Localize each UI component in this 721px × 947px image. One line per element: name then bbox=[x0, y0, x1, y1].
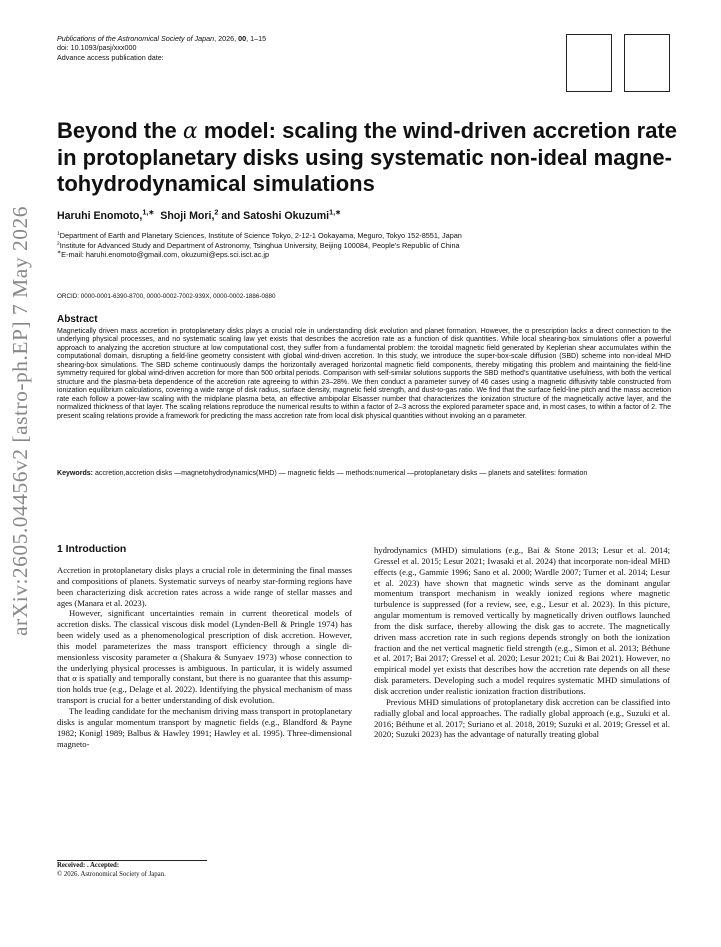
author-3-name: and Satoshi Okuzumi bbox=[221, 210, 330, 222]
paragraph: Previous MHD simulations of protoplanetary disk accretion can be classified into radially global and local approaches. The radially global approach (e.g., Suzuki et al. 2016; Béthune et al. 2017; Suriano et al. 2018, 2019; Suzuki et al. 2019; Gressel et al. 2020; Suzuki 2023) has the advantage of naturally treating global bbox=[374, 696, 670, 740]
arxiv-stamp: arXiv:2605.04456v2 [astro-ph.EP] 7 May 2026 bbox=[8, 206, 32, 636]
journal-volume: 00 bbox=[238, 34, 247, 43]
paragraph: However, significant uncertainties remain in current theoretical models of accretion disks. The classical viscous disk model (Lynden-Bell & Pringle 1974) has been widely used as a phenomenological prescription of disk accretion. However, this model parameterizes the mass transport efficiency through a single dimensionless viscosity parameter α (Shakura & Sunyaev 1973) whose connection to the underlying physical processes is ambiguous. In particular, it is widely assumed that α is spatially and temporally constant, but there is no guarantee that this assumption holds true (e.g., Delage et al. 2022). Identifying the physical mechanism of mass transport is crucial for a better understanding of disk evolution. bbox=[57, 608, 352, 706]
author-3-sup: 1,∗ bbox=[329, 207, 342, 217]
affiliation-1 bbox=[57, 231, 687, 241]
orcid-line: ORCID: 0000-0001-6390-8700, 0000-0002-7002-939X, 0000-0002-1886-0880 bbox=[57, 293, 276, 300]
advance-access: Advance access publication date: bbox=[57, 52, 164, 62]
author-1-name: Haruhi Enomoto, bbox=[57, 210, 143, 222]
paragraph: hydrodynamics (MHD) simulations (e.g., Bai & Stone 2013; Lesur et al. 2014; Gressel et al. 2015; Lesur 2021; Iwasaki et al. 2024) that incorporate non-ideal MHD effects (e.g., Gammie 1996; Sano et al. 2000; Wardle 2007; Turner et al. 2014; Lesur et al. 2023) have shown that magnetic winds serve as the dominant angular momentum transport mechanism in weakly ionized regions where magnetic turbulence is suppressed (for a review, see, e.g., Lesur et al. 2023). In this picture, angular momentum is removed vertically by magnetically driven outflows launched from the disk surface, thereby allowing the disk gas to accrete. The magnetically driven mass accretion rate in such regions depends strongly on both the ionization fraction and the net vertical magnetic field strength (e.g., Simon et al. 2013; Béthune et al. 2017; Bai 2017; Gressel et al. 2020; Lesur 2021; Cui & Bai 2021). However, no empirical model yet exists that describes how the accretion rate depends on all these disk parameters. Developing such a model requires systematic MHD simulations of disk accretion under realistic ionization fraction distributions. bbox=[374, 545, 670, 696]
paragraph: The leading candidate for the mechanism driving mass transport in protoplanetary disks is angular momentum transport by magnetic fields (e.g., Blandford & Payne 1982; Konigl 1989; Balbus & Hawley 1991; Hawley et al. 1995). Three-dimensional magneto- bbox=[57, 705, 352, 749]
author-2 bbox=[160, 207, 219, 222]
keywords-label: Keywords: bbox=[57, 470, 94, 477]
abstract-heading: Abstract bbox=[57, 314, 98, 325]
affiliation-2 bbox=[57, 241, 687, 251]
title-part-1: Beyond the bbox=[57, 118, 183, 143]
affiliation-2-num: 2 bbox=[57, 241, 60, 247]
email-line bbox=[57, 250, 687, 260]
author-list bbox=[57, 207, 677, 222]
journal-header bbox=[57, 34, 457, 62]
author-1 bbox=[57, 207, 155, 222]
paragraph: Accretion in protoplanetary disks plays a crucial role in determining the final masses and compositions of planets. Systematic surveys of nearby star-forming regions have been characterizing disk accretion rates across a wide range of stellar masses and ages (Manara et al. 2023). bbox=[57, 565, 352, 608]
email-marker: ∗ bbox=[57, 250, 62, 256]
author-1-sup: 1,∗ bbox=[142, 207, 155, 217]
section-heading: 1 Introduction bbox=[57, 544, 127, 555]
alpha-symbol: α bbox=[182, 119, 198, 144]
author-3 bbox=[221, 207, 342, 222]
affiliations bbox=[57, 231, 687, 260]
journal-year: , 2026, bbox=[214, 34, 239, 43]
journal-pages: , 1–15 bbox=[246, 34, 267, 43]
footer-rule bbox=[57, 860, 207, 861]
keywords-text: accretion,accretion disks —magnetohydrodynamics(MHD) — magnetic fields — methods:numerical —protoplanetary disks — planets and satellites: formation bbox=[95, 470, 588, 477]
paper-title bbox=[57, 118, 677, 197]
keywords bbox=[57, 470, 671, 479]
copyright-line: © 2026. Astronomical Society of Japan. bbox=[57, 870, 166, 878]
received-line: Received: . Accepted: bbox=[57, 862, 120, 869]
affiliation-1-text: Department of Earth and Planetary Sciences, Institute of Science Tokyo, 2-12-1 Ookayama, Meguro, Tokyo 152-8551, Japan bbox=[59, 231, 462, 240]
footer bbox=[57, 862, 166, 879]
email-text: E-mail: haruhi.enomoto@gmail.com, okuzumi@eps.sci.isct.ac.jp bbox=[61, 250, 270, 259]
doi: doi: 10.1093/pasj/xxx000 bbox=[57, 43, 137, 53]
author-2-name: Shoji Mori, bbox=[160, 210, 215, 222]
right-column bbox=[374, 545, 670, 740]
author-2-sup: 2 bbox=[214, 207, 219, 217]
empty-box-right bbox=[624, 34, 670, 92]
affiliation-1-num: 1 bbox=[57, 231, 60, 237]
journal-name: Publications of the Astronomical Society of Japan bbox=[57, 34, 215, 43]
journal-citation bbox=[57, 34, 457, 43]
affiliation-2-text: Institute for Advanced Study and Department of Astronomy, Tsinghua University, Beijing 100084, People’s Republic of China bbox=[59, 240, 460, 250]
left-column bbox=[57, 565, 352, 749]
empty-box-left bbox=[566, 34, 612, 92]
abstract-body: Magnetically driven mass accretion in protoplanetary disks plays a crucial role in understanding disk evolution and planet formation. However, the α prescription lacks a direct connection to the underlying physical processes, and no systematic scaling law yet exists that describes the accretion rate as a function of disk quantities. While local shearing-box simulations offer a powerful approach to analyzing the accretion structure at low computational cost, they suffer from a fundamental problem: the toroidal magnetic field generated by Keplerian shear accumulates within the computational domain, disrupting a field-line geometry consistent with global wind-driven accretion. In this study, we introduce the super-box-scale diffusion (SBD) scheme into non-ideal MHD shearing-box simulations. The SBD scheme continuously damps the horizontally averaged horizontal magnetic field components, thereby mitigating this problem and maintaining the field-line symmetry required for global wind-driven accretion for more than 500 orbital periods. Comparison with self-similar solutions supports the SBD method’s quantitative usefulness, with both the vertical structure and the plasma-beta dependence of the accretion rate agreeing to within 23–28%. We then conduct a parameter survey of 46 cases using a magnetic diffusivity table constructed from ionization equilibrium calculations, covering a wide range of disk radius, surface density, magnetic field strength, and dust-to-gas ratio. We find that the surface field-line pitch and the mass accretion rate each follow a power-law scaling with the midplane plasma beta, an effective ambipolar Elsasser number that characterizes the ionization structure of the magnetically active layer, and the normalized thickness of that layer. The scaling relations reproduce the numerical results to within a factor of 2–3 across the explored parameter space and, in most cases, to within a factor of 2. The present scaling relations provide a framework for predicting the mass accretion rate from local disk physical quantities without invoking an α parameter. bbox=[57, 328, 671, 420]
title-part-2: model: scaling the wind-driven accretion rate in protoplanetary disks using systematic non-ideal magnetohydrodynamical simulations bbox=[57, 118, 677, 196]
